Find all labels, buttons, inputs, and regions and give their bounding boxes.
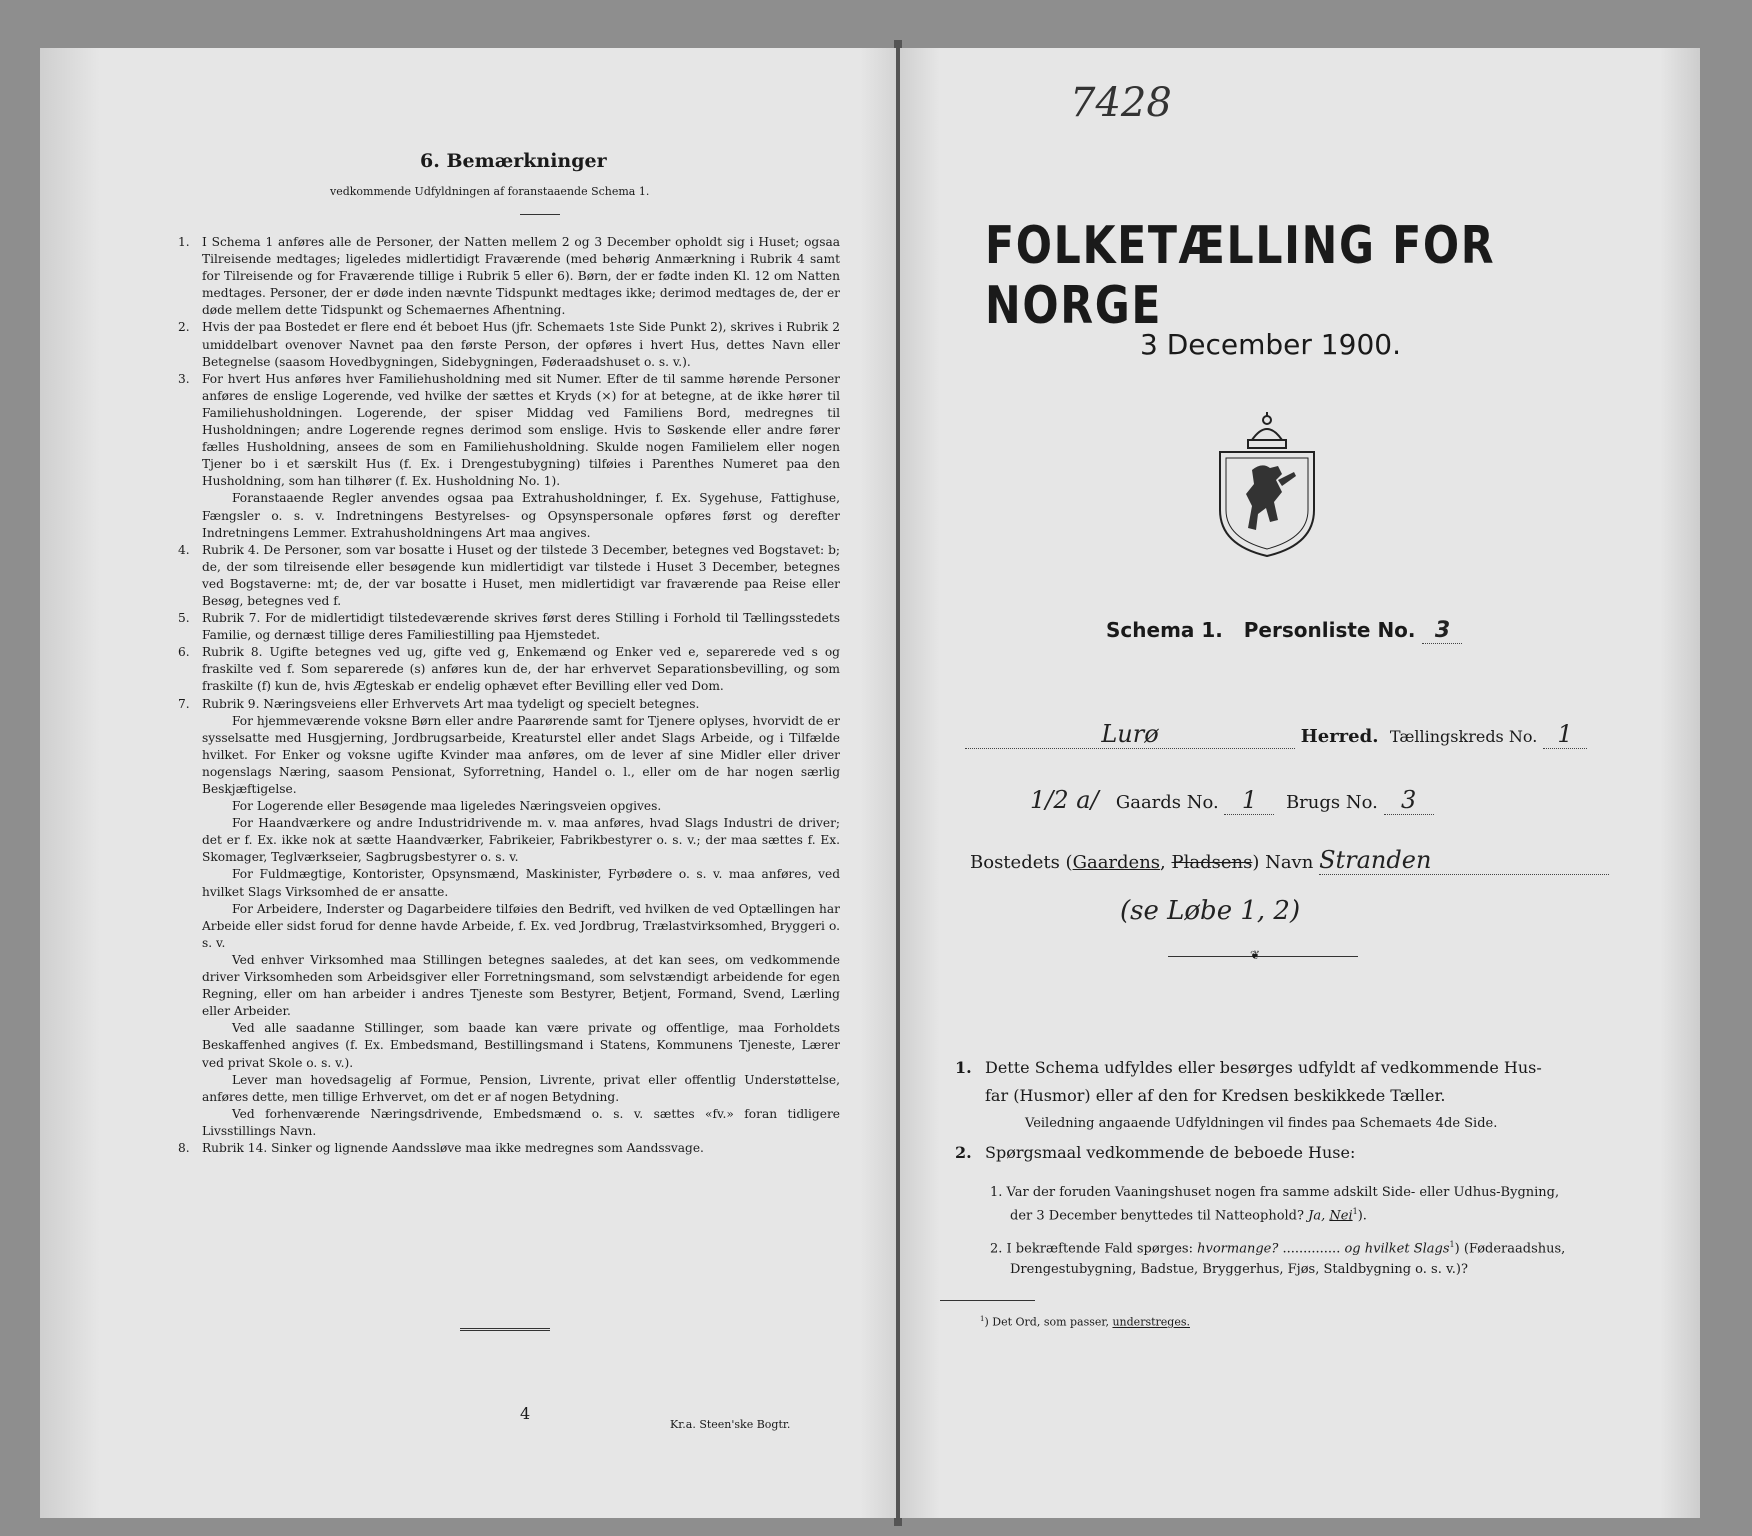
bosted-separator: , [1160, 852, 1172, 873]
census-title: FOLKETÆLLING FOR NORGE [985, 216, 1496, 336]
brugs-label: Brugs No. [1285, 792, 1378, 813]
bosted-name: Stranden [1319, 846, 1609, 875]
gaards-prefix: 1/2 a/ [1030, 786, 1099, 814]
remark-paragraph: Rubrik 4. De Personer, som var bosatte i Huset og der tilstede 3 December, betegnes ved Bogstavet: b; de, der som tilreisende eller besøgende kun midlertidigt var tilstede i Huset 3 December, betegnes ved Bogstaverne: mt; de, der var bosatte i Huset, men midlertidigt var fraværende paa Reise eller Besøg, betegnes ved f. [202, 542, 840, 608]
instr1-line1: Dette Schema udfyldes eller besørges udfyldt af vedkommende Hus- [985, 1058, 1542, 1077]
footnote-underline-word: understreges. [1112, 1315, 1190, 1329]
remark-paragraph: Ved alle saadanne Stillinger, som baade kan være private og offentlige, maa Forholdets Beskaffenhed angives (f. Ex. Embedsmand, Bestillingsmand i Statens, Kommunens Tjeneste, Lærer ved privat Skole o. s. v.). [202, 1021, 840, 1070]
footnote-mark: 1 [980, 1315, 985, 1323]
schema-line [1106, 618, 1462, 644]
ornament-rule [1168, 956, 1358, 957]
herred-value: Lurø [965, 720, 1295, 749]
remark-number: 1. [178, 235, 190, 249]
question2-text-b: ) (Føderaadshus, [1454, 1241, 1566, 1257]
bosted-label-a: Bostedets ( [970, 852, 1073, 873]
remark-number: 5. [178, 611, 190, 626]
instr1-note: Veiledning angaaende Udfyldningen vil findes paa Schemaets 4de Side. [1025, 1116, 1498, 1131]
question2-dots: .............. [1282, 1241, 1341, 1257]
instr2-num: 2. [955, 1143, 972, 1162]
remark-paragraph: Ved enhver Virksomhed maa Stillingen betegnes saaledes, at det kan sees, om vedkommende driver Virksomheden som Arbeidsgiver eller Forretningsmand, som selvstændigt arbeidende for egen Regning, eller om han arbeider i andres Tjeneste som Bestyrer, Betjent, Formand, Svend, Lærling eller Arbeider. [202, 952, 840, 1019]
answer-ja: Ja, [1308, 1208, 1326, 1224]
remarks-title: 6. Bemærkninger [420, 150, 607, 172]
bosted-line [970, 846, 1609, 875]
herred-line [965, 720, 1587, 749]
remark-note [170, 371, 840, 542]
remark-number: 4. [178, 542, 190, 557]
personliste-label: Personliste No. [1243, 618, 1416, 642]
instr1-line2: far (Husmor) eller af den for Kredsen beskikkede Tæller. [985, 1086, 1446, 1105]
remark-paragraph: For Logerende eller Besøgende maa ligeledes Næringsveien opgives. [232, 799, 662, 814]
remark-note [170, 319, 840, 370]
remark-note [170, 234, 840, 319]
remark-note [170, 644, 840, 695]
remark-paragraph: For Haandværkere og andre Industridrivende m. v. maa anføres, hvad Slags Industri de driver; det er f. Ex. ikke nok at sætte Haandværker, Fabrikeier, Fabrikbestyrer o. s. v.; der maa sættes f. Ex. Skomager, Teglværkseier, Sagbrugsbestyrer o. s. v. [202, 816, 840, 865]
question2-footnote-mark: 1 [1449, 1240, 1455, 1249]
end-rule [460, 1328, 550, 1331]
answer-close: ). [1357, 1208, 1367, 1224]
remarks-notes [170, 234, 840, 1157]
question1-text: der 3 December benyttedes til Natteophold? [1010, 1208, 1304, 1224]
gaards-line [1030, 786, 1434, 815]
remark-paragraph: For hvert Hus anføres hver Familiehusholdning med sit Numer. Efter de til samme hørende Personer anføres de enslige Logerende, ved hvilke der sættes et Kryds (×) for at betegne, at de ikke hører til Familiehusholdningen. Logerende, der spiser Middag ved Familiens Bord, medregnes til Husholdningen; andre Logerende regnes derimod som enslige. Hvis to Søskende eller andre fører fælles Husholdning, ansees de som en Familiehusholdning. Skulde nogen Familielem eller nogen Tjener bo i et særskilt Hus (f. Ex. i Drengestubygning) tilføies i Parenthes Numeret paa den Husholdning, som han tilhører (f. Ex. Husholdning No. 1). [202, 371, 840, 489]
remark-note [170, 696, 840, 1140]
title-rule [520, 214, 560, 215]
remark-note [170, 542, 840, 610]
gaards-number: 1 [1224, 786, 1274, 815]
question2-line2: Drengestubygning, Badstue, Bryggerhus, Fjøs, Staldbygning o. s. v.)? [1010, 1262, 1468, 1277]
bosted-gaarden: Gaardens [1072, 852, 1161, 873]
question2-line1 [990, 1240, 1565, 1256]
handwritten-archive-number: 7428 [1070, 80, 1172, 126]
page-number: 4 [520, 1404, 531, 1423]
krets-label: Tællingskreds No. [1389, 727, 1538, 746]
footnote-rule [940, 1300, 1035, 1301]
remark-number: 3. [178, 371, 190, 386]
remark-note [170, 610, 840, 644]
footnote [980, 1315, 1190, 1329]
herred-label: Herred. [1300, 726, 1379, 747]
krets-number: 1 [1543, 720, 1587, 749]
personliste-number: 3 [1422, 618, 1462, 644]
question1-line2 [1010, 1207, 1367, 1223]
remark-paragraph: For Fuldmægtige, Kontorister, Opsynsmænd, Maskinister, Fyrbødere o. s. v. maa anføres, ved hvilket Slags Virksomhed de er ansatte. [202, 867, 840, 899]
remark-paragraph: Rubrik 7. For de midlertidigt tilstedeværende skrives først deres Stilling i Forhold til Tællingsstedets Familie, og dernæst tillige deres Familiestilling paa Hjemstedet. [202, 611, 840, 643]
instr2-text: Spørgsmaal vedkommende de beboede Huse: [985, 1143, 1356, 1162]
gaards-label: Gaards No. [1115, 792, 1219, 813]
question2-hvormange: hvormange? [1197, 1241, 1279, 1257]
remark-paragraph: Hvis der paa Bostedet er flere end ét beboet Hus (jfr. Schemaets 1ste Side Punkt 2), skrives i Rubrik 2 umiddelbart ovenover Navnet paa den første Person, der opføres i hvert Hus, dettes Navn eller Betegnelse (saasom Hovedbygningen, Sidebygningen, Føderaadshuset o. s. v.). [202, 320, 840, 369]
answer-footnote-mark: 1 [1352, 1207, 1358, 1216]
bosted-note: (se Løbe 1, 2) [1120, 896, 1301, 926]
remark-paragraph: Lever man hovedsagelig af Formue, Pension, Livrente, privat eller offentlig Understøttelse, anføres dette, men tillige Erhvervet, om det er af nogen Betydning. [202, 1072, 840, 1104]
remark-paragraph: Rubrik 9. Næringsveiens eller Erhvervets Art maa tydeligt og specielt betegnes. [202, 696, 700, 711]
instr1-num: 1. [955, 1058, 972, 1077]
census-date: 3 December 1900. [1140, 328, 1401, 361]
footnote-text: ) Det Ord, som passer, [984, 1315, 1109, 1329]
question2-slags: og hvilket Slags [1344, 1241, 1450, 1257]
question1-line1: 1. Var der foruden Vaaningshuset nogen fra samme adskilt Side- eller Udhus-Bygning, [990, 1185, 1560, 1200]
remark-paragraph: Rubrik 8. Ugifte betegnes ved ug, gifte ved g, Enkemænd og Enker ved e, separerede ved s og fraskilte ved f. Som separerede (s) anføres kun de, der har erhvervet Separationsbevilling, og som fraskilte (f) kun de, hvis Ægteskab er endelig ophævet efter Bevilling eller ved Dom. [202, 645, 840, 694]
remark-paragraph: I Schema 1 anføres alle de Personer, der Natten mellem 2 og 3 December opholdt sig i Huset; ogsaa Tilreisende medtages; ligeledes midlertidigt Fraværende (med behørig Anmærkning i Rubrik 4 samt for Tilreisende og for Fraværende tillige i Rubrik 5 eller 6). Børn, der er fødte inden Kl. 12 om Natten medtages. Personer, der er døde inden nævnte Tidspunkt medtages ikke; derimod medtages de, der er døde mellem dette Tidspunkt og Schemaernes Afhentning. [202, 235, 840, 318]
printer-credit: Kr.a. Steen'ske Bogtr. [670, 1418, 791, 1431]
coat-of-arms-icon [1212, 410, 1322, 560]
remark-number: 7. [178, 696, 190, 711]
remark-number: 8. [178, 1140, 190, 1155]
remark-number: 2. [178, 320, 190, 335]
question2-text: 2. I bekræftende Fald spørges: [990, 1241, 1193, 1257]
schema-label: Schema 1. [1106, 618, 1223, 642]
remark-paragraph: Foranstaaende Regler anvendes ogsaa paa Extrahusholdninger, f. Ex. Sygehuse, Fattighuse, Fængsler o. s. v. Indretningens Bestyrelses- og Opsynspersonale opføres først og derefter Indretningens Lemmer. Extrahusholdningens Art maa angives. [202, 491, 840, 540]
remark-paragraph: Ved forhenværende Næringsdrivende, Embedsmænd o. s. v. sættes «fv.» foran tidligere Livsstillings Navn. [202, 1106, 840, 1138]
bosted-pladsen: Pladsens [1171, 852, 1253, 873]
ornament-icon: ❦ [1250, 948, 1261, 962]
remarks-subtitle: vedkommende Udfyldningen af foranstaaende Schema 1. [330, 185, 650, 198]
remark-paragraph: For hjemmeværende voksne Børn eller andre Paarørende samt for Tjenere oplyses, hvorvidt de er sysselsatte med Husgjerning, Jordbrugsarbeide, Kreaturstel eller andet Slags Arbeide, og i Tilfælde hvilket. For Enker og voksne ugifte Kvinder maa anføres, om de lever af sine Midler eller driver nogenslags Næring, saasom Pensionat, Syforretning, Handel o. l., eller om de har nogen særlig Beskjæftigelse. [202, 713, 840, 796]
bosted-label-b: ) Navn [1252, 852, 1314, 873]
remark-paragraph: Rubrik 14. Sinker og lignende Aandssløve maa ikke medregnes som Aandssvage. [202, 1140, 704, 1155]
remark-number: 6. [178, 645, 190, 660]
brugs-number: 3 [1384, 786, 1434, 815]
remark-paragraph: For Arbeidere, Inderster og Dagarbeidere tilføies den Bedrift, ved hvilken de ved Optællingen har Arbeide eller sidst forud for denne havde Arbeide, f. Ex. ved Jordbrug, Trælastvirksomhed, Bryggeri o. s. v. [202, 901, 840, 950]
remark-note [170, 1140, 840, 1157]
answer-nei: Nei [1329, 1208, 1353, 1224]
